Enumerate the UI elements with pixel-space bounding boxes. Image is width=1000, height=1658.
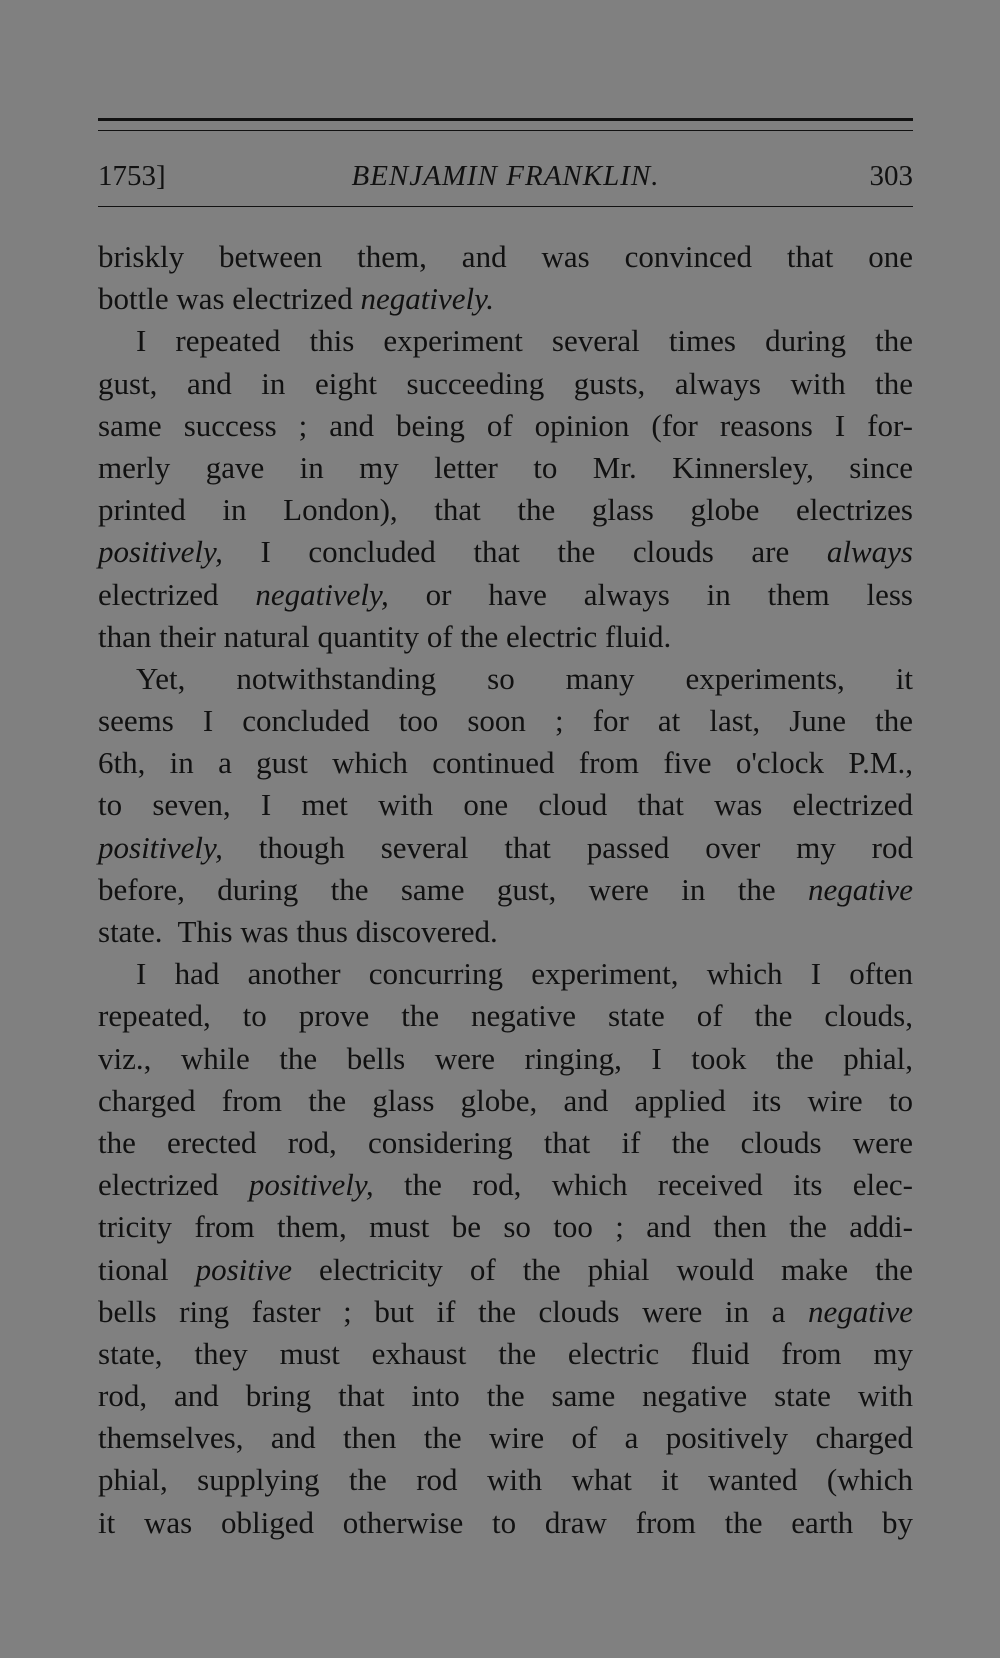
text-line: tricity from them, must be so too ; and then the addi- — [98, 1209, 913, 1245]
text-line: state. This was thus discovered. — [98, 914, 498, 949]
header-underline — [98, 206, 913, 207]
text-line: briskly between them, and was convinced that one — [98, 239, 913, 274]
text-run: though several that passed over my rod — [222, 829, 913, 865]
text-line — [98, 1249, 913, 1291]
text-line: viz., while the bells were ringing, I took the phial, — [98, 1040, 913, 1076]
text-run: electrized — [98, 576, 256, 612]
header-year: 1753] — [98, 160, 166, 192]
text-run: or have always in them less — [388, 576, 913, 612]
body-text — [98, 236, 913, 1544]
italic-run: negatively. — [360, 281, 494, 317]
header-rule-thin — [98, 130, 913, 131]
text-run: before, during the same gust, were in the — [98, 871, 808, 907]
text-line — [98, 827, 913, 869]
text-run: electrized — [98, 1167, 249, 1203]
text-line: same success ; and being of opinion (for reasons I for- — [98, 407, 913, 443]
text-line: gust, and in eight succeeding gusts, always with the — [98, 365, 913, 401]
text-line: 6th, in a gust which continued from five o'clock P.M., — [98, 745, 913, 781]
text-line: Yet, notwithstanding so many experiments, it — [136, 660, 913, 696]
text-line: phial, supplying the rod with what it wanted (which — [98, 1462, 913, 1498]
italic-run: negative — [807, 1293, 913, 1329]
text-line — [98, 1164, 913, 1206]
text-line: to seven, I met with one cloud that was electrized — [98, 787, 913, 823]
text-run: bottle was electrized — [98, 281, 361, 317]
italic-run: always — [826, 534, 913, 570]
italic-run: positive — [195, 1251, 293, 1287]
text-line: it was obliged otherwise to draw from the earth by — [98, 1504, 913, 1540]
text-line: printed in London), that the glass globe electrizes — [98, 492, 913, 528]
text-line — [98, 1291, 913, 1333]
text-line: seems I concluded too soon ; for at last, June the — [98, 703, 913, 739]
text-line: than their natural quantity of the electric fluid. — [98, 618, 672, 654]
header-title: BENJAMIN FRANKLIN. — [351, 160, 660, 192]
running-header — [98, 156, 913, 196]
italic-run: negative — [807, 871, 913, 907]
text-line: themselves, and then the wire of a positively charged — [98, 1420, 913, 1456]
text-run: electricity of the phial would make the — [292, 1251, 914, 1287]
header-rule-thick — [98, 118, 913, 121]
italic-run: positively, — [98, 534, 223, 570]
book-page — [98, 0, 913, 1658]
text-line: I repeated this experiment several times during the — [136, 323, 913, 359]
text-line — [98, 278, 913, 320]
text-line: the erected rod, considering that if the clouds were — [98, 1124, 913, 1160]
italic-run: positively, — [98, 829, 223, 865]
text-run: tional — [98, 1251, 196, 1287]
text-run: I concluded that the clouds are — [222, 534, 827, 570]
text-run: the rod, which received its elec- — [373, 1167, 913, 1203]
text-line: repeated, to prove the negative state of the clouds, — [98, 998, 913, 1034]
text-line — [98, 574, 913, 616]
page-number: 303 — [869, 160, 913, 192]
text-line: I had another concurring experiment, which I often — [136, 956, 913, 992]
italic-run: positively, — [248, 1167, 374, 1203]
text-line — [98, 531, 913, 573]
italic-run: negatively, — [255, 576, 389, 612]
text-line: rod, and bring that into the same negative state with — [98, 1378, 913, 1414]
text-line: merly gave in my letter to Mr. Kinnersley, since — [98, 449, 913, 485]
text-line: charged from the glass globe, and applied its wire to — [98, 1082, 913, 1118]
text-line: state, they must exhaust the electric fluid from my — [98, 1335, 913, 1371]
text-run: bells ring faster ; but if the clouds were in a — [98, 1293, 808, 1329]
text-line — [98, 869, 913, 911]
